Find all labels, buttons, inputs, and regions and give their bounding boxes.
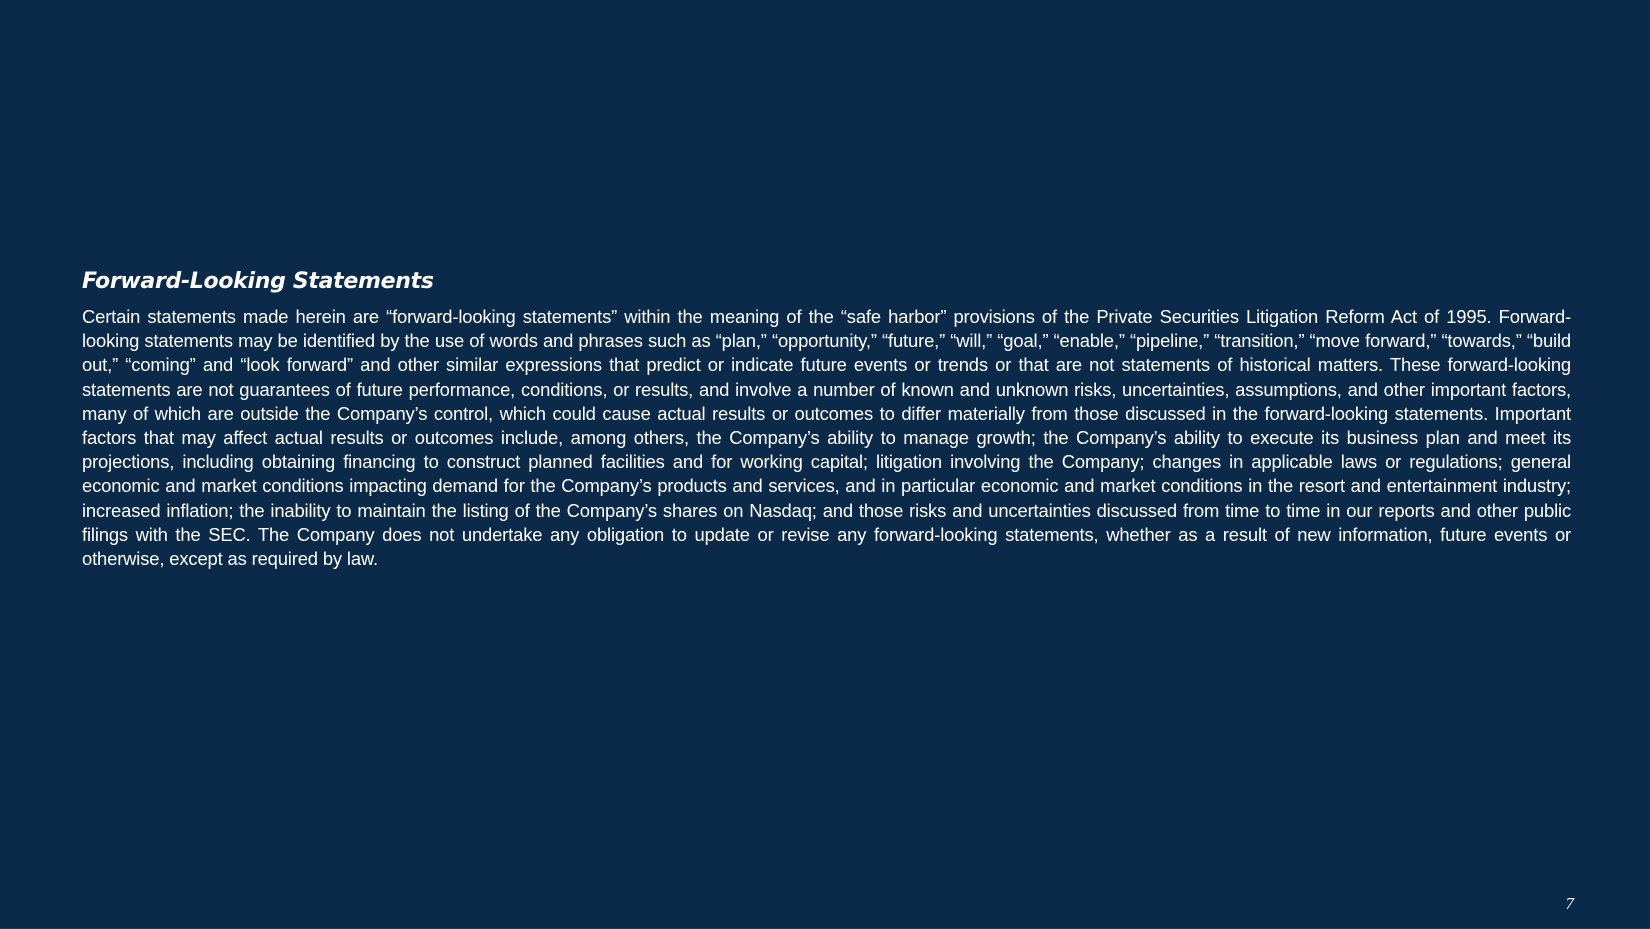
slide-title: Forward-Looking Statements bbox=[82, 269, 434, 294]
page-number: 7 bbox=[1565, 894, 1574, 913]
slide-content bbox=[82, 267, 1571, 571]
forward-looking-disclaimer-text: Certain statements made herein are “forward-looking statements” within the meaning of the “safe harbor” provisions of the Private Securities Litigation Reform Act of 1995. Forward-looking statements may be identified by the use of words and phrases such as “plan,” “opportunity,” “future,” “will,” “goal,” “enable,” “pipeline,” “transition,” “move forward,” “towards,” “build out,” “coming” and “look forward” and other similar expressions that predict or indicate future events or trends or that are not statements of historical matters. These forward-looking statements are not guarantees of future performance, conditions, or results, and involve a number of known and unknown risks, uncertainties, assumptions, and other important factors, many of which are outside the Company’s control, which could cause actual results or outcomes to differ materially from those discussed in the forward-looking statements. Important factors that may affect actual results or outcomes include, among others, the Company’s ability to manage growth; the Company’s ability to execute its business plan and meet its projections, including obtaining financing to construct planned facilities and for working capital; litigation involving the Company; changes in applicable laws or regulations; general economic and market conditions impacting demand for the Company’s products and services, and in particular economic and market conditions in the resort and entertainment industry; increased inflation; the inability to maintain the listing of the Company’s shares on Nasdaq; and those risks and uncertainties discussed from time to time in our reports and other public filings with the SEC. The Company does not undertake any obligation to update or revise any forward-looking statements, whether as a result of new information, future events or otherwise, except as required by law. bbox=[82, 306, 1571, 570]
